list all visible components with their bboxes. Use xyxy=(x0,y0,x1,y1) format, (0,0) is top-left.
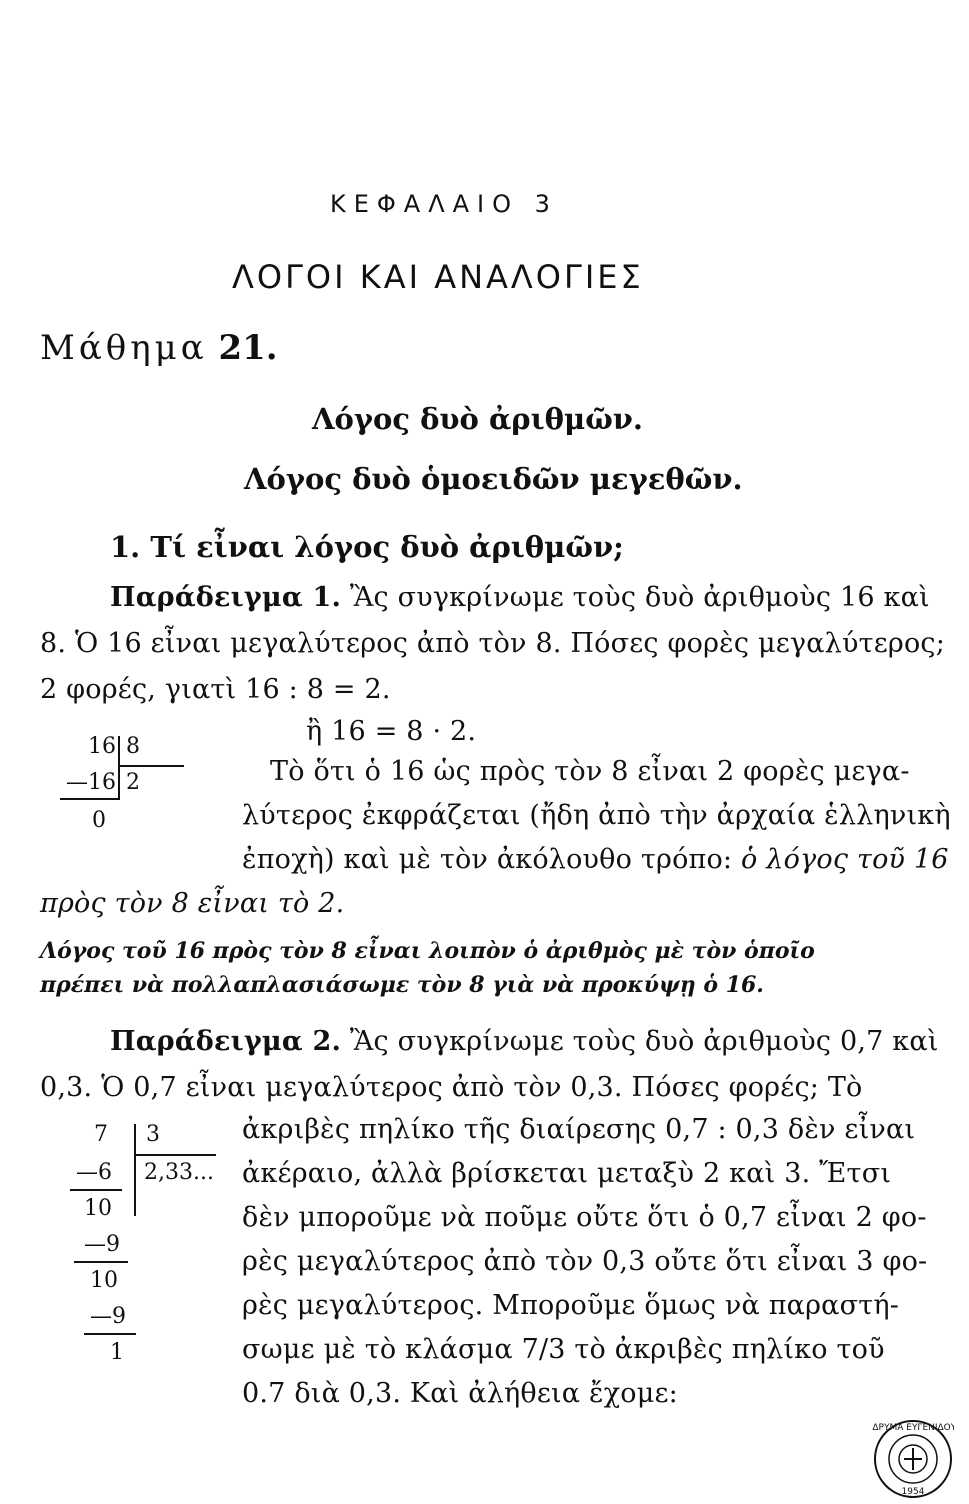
section-title: 1. Τί εἶναι λόγος δυὸ ἀριθμῶν; xyxy=(110,530,624,564)
chapter-label: ΚΕΦΑΛΑΙΟ 3 xyxy=(330,190,558,218)
example1-italic-tail: ὁ λόγος τοῦ 16 xyxy=(741,844,949,875)
publisher-seal xyxy=(872,1418,954,1500)
example2-line-2: 0,3. Ὁ 0,7 εἶναι μεγαλύτερος ἀπὸ τὸν 0,3. Πόσες φορές; Τὸ xyxy=(40,1072,863,1103)
div2-vertical-rule xyxy=(134,1124,136,1216)
definition-line-1: Λόγος τοῦ 16 πρὸς τὸν 8 εἶναι λοιπὸν ὁ ἀριθμὸς μὲ τὸν ὁποῖο xyxy=(40,938,815,964)
definition-line-2: πρέπει νὰ πολλαπλασιάσωμε τὸν 8 γιὰ νὰ προκύψῃ ὁ 16. xyxy=(40,972,764,998)
seal-icon xyxy=(872,1418,954,1500)
example1-wrap-2: λύτερος ἐκφράζεται (ἤδη ἀπὸ τὴν ἀρχαία ἑλληνικὴ xyxy=(242,800,951,831)
div1-divisor: 8 xyxy=(126,734,140,759)
div2-step-5: —9 xyxy=(90,1304,126,1329)
example2-wrap-2: ἀκέραιο, ἀλλὰ βρίσκεται μεταξὺ 2 καὶ 3. Ἔτσι xyxy=(242,1158,892,1189)
example2-wrap-7: 0.7 διὰ 0,3. Καὶ ἀλήθεια ἔχομε: xyxy=(242,1378,678,1409)
div2-rule-1 xyxy=(70,1189,122,1191)
div2-dividend: 7 xyxy=(94,1122,108,1147)
div1-quotient: 2 xyxy=(126,770,140,795)
div1-vertical-rule xyxy=(118,736,120,798)
example2-wrap-3: δὲν μποροῦμε νὰ ποῦμε οὔτε ὅτι ὁ 0,7 εἶναι 2 φο- xyxy=(242,1202,927,1233)
example2-wrap-4: ρὲς μεγαλύτερος ἀπὸ τὸν 0,3 οὔτε ὅτι εἶναι 3 φο- xyxy=(242,1246,928,1277)
div2-step-6: 1 xyxy=(110,1340,124,1365)
example1-wrap-3 xyxy=(242,844,949,875)
div2-step-3: —9 xyxy=(84,1232,120,1257)
example1-label: Παράδειγμα 1. xyxy=(110,582,342,613)
example1-line-3: 2 φορές, γιατὶ 16 : 8 = 2. xyxy=(40,674,391,705)
example1-text-1: Ἂς συγκρίνωμε τοὺς δυὸ ἀριθμοὺς 16 καὶ xyxy=(349,582,930,613)
example1-formula: ἢ 16 = 8 · 2. xyxy=(306,716,477,747)
div1-dividend: 16 xyxy=(88,734,116,759)
seal-text: ΙΔΡΥΜΑ ΕΥΓΕΝΙΔΟΥ xyxy=(872,1423,954,1433)
heading-ratio-numbers: Λόγος δυὸ ἀριθμῶν. xyxy=(312,402,644,436)
example1-line-1 xyxy=(110,582,930,613)
example2-line-1 xyxy=(110,1026,939,1057)
div2-quotient-rule xyxy=(136,1154,216,1156)
seal-year: 1954 xyxy=(901,1487,925,1497)
div1-subtract: —16 xyxy=(66,770,116,795)
lesson-number: 21. xyxy=(218,328,278,368)
div2-step-2: 10 xyxy=(84,1196,112,1221)
div2-quotient: 2,33... xyxy=(144,1160,214,1185)
div1-quotient-rule xyxy=(120,765,184,767)
lesson-heading xyxy=(40,328,278,368)
chapter-title: ΛΟΓΟΙ ΚΑΙ ΑΝΑΛΟΓΙΕΣ xyxy=(232,258,644,296)
example2-wrap-1: ἀκριβὲς πηλίκο τῆς διαίρεσης 0,7 : 0,3 δὲν εἶναι xyxy=(242,1114,916,1145)
example2-text-1: Ἂς συγκρίνωμε τοὺς δυὸ ἀριθμοὺς 0,7 καὶ xyxy=(349,1026,939,1057)
example1-line-2: 8. Ὁ 16 εἶναι μεγαλύτερος ἀπὸ τὸν 8. Πόσες φορὲς μεγαλύτερος; xyxy=(40,628,946,659)
example1-wrap-3-text: ἐποχὴ) καὶ μὲ τὸν ἀκόλουθο τρόπο: xyxy=(242,844,733,875)
example1-italic-last: πρὸς τὸν 8 εἶναι τὸ 2. xyxy=(40,888,345,919)
div2-rule-2 xyxy=(74,1261,128,1263)
example1-wrap-1: Τὸ ὅτι ὁ 16 ὡς πρὸς τὸν 8 εἶναι 2 φορὲς μεγα- xyxy=(270,756,910,787)
div1-remainder: 0 xyxy=(92,808,106,833)
example2-wrap-6: σωμε μὲ τὸ κλάσμα 7/3 τὸ ἀκριβὲς πηλίκο τοῦ xyxy=(242,1334,885,1365)
div2-step-1: —6 xyxy=(76,1160,112,1185)
heading-ratio-magnitudes: Λόγος δυὸ ὁμοειδῶν μεγεθῶν. xyxy=(244,462,743,496)
lesson-label: Μάθημα xyxy=(40,328,208,368)
example2-wrap-5: ρὲς μεγαλύτερος. Μποροῦμε ὅμως νὰ παραστή- xyxy=(242,1290,900,1321)
div2-step-4: 10 xyxy=(90,1268,118,1293)
div2-rule-3 xyxy=(84,1333,136,1335)
div2-divisor: 3 xyxy=(146,1122,160,1147)
div1-subtract-rule xyxy=(60,798,120,800)
example2-label: Παράδειγμα 2. xyxy=(110,1026,342,1057)
